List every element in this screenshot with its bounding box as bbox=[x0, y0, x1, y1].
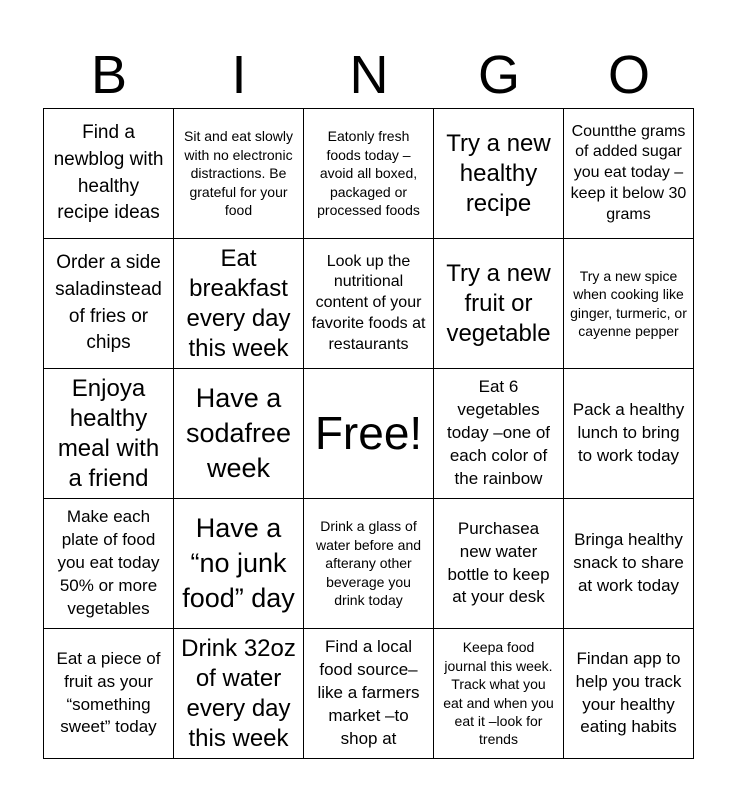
header-letter-g: G bbox=[477, 45, 520, 105]
bingo-cell: Countthe grams of added sugar you eat today –keep it below 30 grams bbox=[564, 109, 694, 239]
header-letter-i: I bbox=[231, 45, 247, 105]
bingo-cell: Eat breakfast every day this week bbox=[174, 239, 304, 369]
bingo-cell: Drink 32oz of water every day this week bbox=[174, 629, 304, 759]
bingo-cell: Find a local food source–like a farmers market –to shop at bbox=[304, 629, 434, 759]
bingo-cell: Make each plate of food you eat today 50% or more vegetables bbox=[44, 499, 174, 629]
header-letter-n: N bbox=[349, 45, 389, 105]
bingo-cell: Eat a piece of fruit as your “something sweet” today bbox=[44, 629, 174, 759]
bingo-cell: Bringa healthy snack to share at work today bbox=[564, 499, 694, 629]
bingo-cell: Eat 6 vegetables today –one of each color of the rainbow bbox=[434, 369, 564, 499]
header-letter-o: O bbox=[607, 45, 650, 105]
bingo-cell: Findan app to help you track your healthy eating habits bbox=[564, 629, 694, 759]
bingo-cell: Look up the nutritional content of your favorite foods at restaurants bbox=[304, 239, 434, 369]
bingo-cell: Pack a healthy lunch to bring to work today bbox=[564, 369, 694, 499]
board-row bbox=[44, 629, 694, 759]
bingo-cell: Find a newblog with healthy recipe ideas bbox=[44, 109, 174, 239]
bingo-cell: Try a new spice when cooking like ginger, turmeric, or cayenne pepper bbox=[564, 239, 694, 369]
bingo-cell: Keepa food journal this week. Track what you eat and when you eat it –look for trends bbox=[434, 629, 564, 759]
bingo-cell: Sit and eat slowly with no electronic distractions. Be grateful for your food bbox=[174, 109, 304, 239]
bingo-cell: Have a “no junk food” day bbox=[174, 499, 304, 629]
board-row bbox=[44, 499, 694, 629]
bingo-cell: Order a side saladinstead of fries or chips bbox=[44, 239, 174, 369]
bingo-cell: Eatonly fresh foods today – avoid all boxed, packaged or processed foods bbox=[304, 109, 434, 239]
bingo-cell: Try a new healthy recipe bbox=[434, 109, 564, 239]
bingo-board bbox=[43, 108, 694, 759]
free-space-cell: Free! bbox=[304, 369, 434, 499]
header-letter-b: B bbox=[90, 45, 128, 105]
bingo-cell: Drink a glass of water before and afterany other beverage you drink today bbox=[304, 499, 434, 629]
bingo-cell: Purchasea new water bottle to keep at your desk bbox=[434, 499, 564, 629]
board-row bbox=[44, 369, 694, 499]
board-row bbox=[44, 239, 694, 369]
bingo-cell: Try a new fruit or vegetable bbox=[434, 239, 564, 369]
board-row bbox=[44, 109, 694, 239]
bingo-cell: Enjoya healthy meal with a friend bbox=[44, 369, 174, 499]
bingo-cell: Have a sodafree week bbox=[174, 369, 304, 499]
bingo-header bbox=[44, 44, 694, 106]
